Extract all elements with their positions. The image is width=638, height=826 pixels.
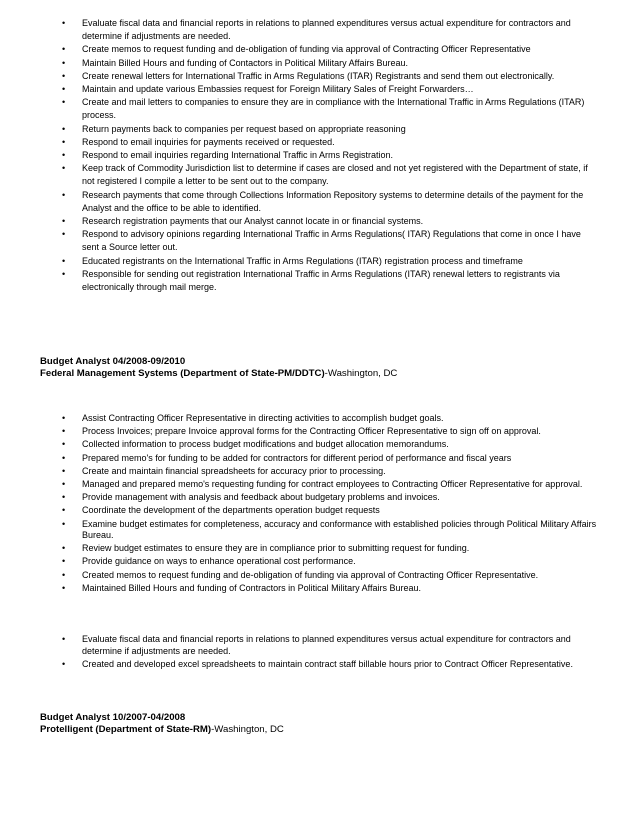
bullet-icon: • bbox=[62, 229, 66, 240]
list-item-text: Evaluate fiscal data and financial reports in relations to planned expenditures versus actual expenditure for contractors and determine if adjustments are needed. bbox=[82, 18, 571, 42]
list-item-text: Respond to email inquiries for payments received or requested. bbox=[82, 136, 335, 147]
list-item bbox=[0, 215, 638, 228]
list-item-text: Created memos to request funding and de-obligation of funding via approval of Contracting Officer Representative. bbox=[82, 569, 539, 580]
bullet-icon: • bbox=[62, 268, 66, 279]
list-item bbox=[0, 556, 638, 568]
list-item bbox=[0, 453, 638, 465]
list-item bbox=[0, 543, 638, 555]
list-item bbox=[0, 17, 638, 43]
list-item bbox=[0, 70, 638, 83]
bullet-icon: • bbox=[62, 189, 66, 200]
list-item bbox=[0, 634, 638, 657]
bullet-icon: • bbox=[62, 439, 66, 450]
list-item-text: Keep track of Commodity Jurisdiction list to determine if cases are closed and not yet registered with the Department of state, if not registered I compile a letter to be sent out to the company. bbox=[82, 163, 588, 187]
bullet-icon: • bbox=[62, 136, 66, 147]
bullet-icon: • bbox=[62, 97, 66, 108]
list-item-text: Educated registrants on the International Traffic in Arms Regulations (ITAR) registration process and timeframe bbox=[82, 255, 523, 266]
job-title-1: Budget Analyst 04/2008-09/2010 bbox=[40, 356, 186, 367]
job-employer-1: Federal Management Systems (Department of State-PM/DDTC)-Washington, DC bbox=[40, 368, 398, 379]
list-item-text: Evaluate fiscal data and financial reports in relations to planned expenditures versus actual expenditure for contractors and determine if adjustments are needed. bbox=[82, 634, 571, 656]
list-item bbox=[0, 43, 638, 56]
list-item-text: Respond to email inquiries regarding International Traffic in Arms Registration. bbox=[82, 150, 393, 161]
duties-list-2b bbox=[0, 634, 638, 672]
list-item bbox=[0, 149, 638, 162]
bullet-icon: • bbox=[62, 84, 66, 95]
list-item-text: Provide management with analysis and feedback about budgetary problems and invoices. bbox=[82, 492, 440, 503]
list-item bbox=[0, 479, 638, 491]
list-item bbox=[0, 255, 638, 268]
list-item bbox=[0, 492, 638, 504]
bullet-icon: • bbox=[62, 452, 66, 463]
list-item bbox=[0, 83, 638, 96]
list-item-text: Maintained Billed Hours and funding of Contractors in Political Military Affairs Bureau. bbox=[82, 582, 422, 593]
list-item-text: Return payments back to companies per request based on appropriate reasoning bbox=[82, 123, 406, 134]
list-item-text: Provide guidance on ways to enhance operational cost performance. bbox=[82, 556, 356, 567]
list-item bbox=[0, 162, 638, 188]
list-item-text: Managed and prepared memo's requesting funding for contract employees to Contracting Officer Representative for approval. bbox=[82, 478, 583, 489]
list-item-text: Create renewal letters for International Traffic in Arms Regulations (ITAR) Registrants and send them out electronically. bbox=[82, 70, 555, 81]
bullet-icon: • bbox=[62, 556, 66, 567]
bullet-icon: • bbox=[62, 413, 66, 423]
bullet-icon: • bbox=[62, 518, 66, 529]
list-item-text: Coordinate the development of the departments operation budget requests bbox=[82, 505, 380, 516]
list-item bbox=[0, 189, 638, 215]
list-item-text: Respond to advisory opinions regarding International Traffic in Arms Regulations( ITAR) Regulations that come in once I have sent a Source letter out. bbox=[82, 229, 581, 253]
list-item bbox=[0, 57, 638, 70]
list-item bbox=[0, 426, 638, 438]
bullet-icon: • bbox=[62, 44, 66, 55]
list-item-text: Examine budget estimates for completeness, accuracy and conformance with established policies through Political Military Affairs Bureau. bbox=[82, 518, 597, 541]
list-item-text: Prepared memo's for funding to be added for contractors for different period of performance and fiscal years bbox=[82, 452, 512, 463]
bullet-icon: • bbox=[62, 582, 66, 593]
list-item-text: Create memos to request funding and de-obligation of funding via approval of Contracting Officer Representative bbox=[82, 44, 531, 55]
bullet-icon: • bbox=[62, 492, 66, 503]
list-item-text: Responsible for sending out registration International Traffic in Arms Regulations (ITAR) renewal letters to registrants via electronically through mail merge. bbox=[82, 268, 560, 293]
bullet-icon: • bbox=[62, 216, 66, 227]
list-item bbox=[0, 136, 638, 149]
list-item bbox=[0, 268, 638, 294]
list-item bbox=[0, 228, 638, 254]
bullet-icon: • bbox=[62, 634, 66, 644]
list-item bbox=[0, 439, 638, 451]
bullet-icon: • bbox=[62, 18, 66, 28]
job-title-2: Budget Analyst 10/2007-04/2008 bbox=[40, 712, 186, 723]
list-item bbox=[0, 96, 638, 122]
bullet-icon: • bbox=[62, 505, 66, 516]
list-item bbox=[0, 466, 638, 478]
list-item-text: Collected information to process budget modifications and budget allocation memorandums. bbox=[82, 439, 449, 450]
job-employer-2: Protelligent (Department of State-RM)-Washington, DC bbox=[40, 724, 284, 735]
bullet-icon: • bbox=[62, 57, 66, 68]
bullet-icon: • bbox=[62, 543, 66, 554]
bullet-icon: • bbox=[62, 569, 66, 580]
list-item bbox=[0, 123, 638, 136]
bullet-icon: • bbox=[62, 478, 66, 489]
list-item bbox=[0, 583, 638, 595]
bullet-icon: • bbox=[62, 150, 66, 161]
list-item-text: Research payments that come through Collections Information Repository systems to determine details of the payment for the Analyst and the office to be able to identified. bbox=[82, 189, 584, 213]
bullet-icon: • bbox=[62, 658, 66, 669]
list-item-text: Maintain and update various Embassies request for Foreign Military Sales of Freight Forwarders… bbox=[82, 84, 474, 95]
list-item bbox=[0, 519, 638, 542]
list-item bbox=[0, 570, 638, 582]
list-item-text: Research registration payments that our Analyst cannot locate in or financial systems. bbox=[82, 216, 424, 227]
bullet-icon: • bbox=[62, 70, 66, 81]
list-item-text: Maintain Billed Hours and funding of Contactors in Political Military Affairs Bureau. bbox=[82, 57, 408, 68]
list-item-text: Create and mail letters to companies to ensure they are in compliance with the International Traffic in Arms Regulations (ITAR) process. bbox=[82, 97, 585, 121]
list-item-text: Review budget estimates to ensure they are in compliance prior to submitting request for funding. bbox=[82, 543, 470, 554]
list-item-text: Create and maintain financial spreadsheets for accuracy prior to processing. bbox=[82, 465, 386, 476]
bullet-icon: • bbox=[62, 255, 66, 266]
bullet-icon: • bbox=[62, 426, 66, 437]
bullet-icon: • bbox=[62, 123, 66, 134]
list-item-text: Created and developed excel spreadsheets to maintain contract staff billable hours prior to Contract Officer Representative. bbox=[82, 658, 573, 669]
bullet-icon: • bbox=[62, 465, 66, 476]
duties-list-2 bbox=[0, 413, 638, 596]
duties-list-1 bbox=[0, 17, 638, 294]
list-item bbox=[0, 413, 638, 425]
list-item-text: Process Invoices; prepare Invoice approval forms for the Contracting Officer Representative to sign off on approval. bbox=[82, 426, 541, 437]
bullet-icon: • bbox=[62, 163, 66, 174]
list-item bbox=[0, 505, 638, 517]
list-item bbox=[0, 659, 638, 671]
list-item-text: Assist Contracting Officer Representative in directing activities to accomplish budget goals. bbox=[82, 413, 444, 423]
